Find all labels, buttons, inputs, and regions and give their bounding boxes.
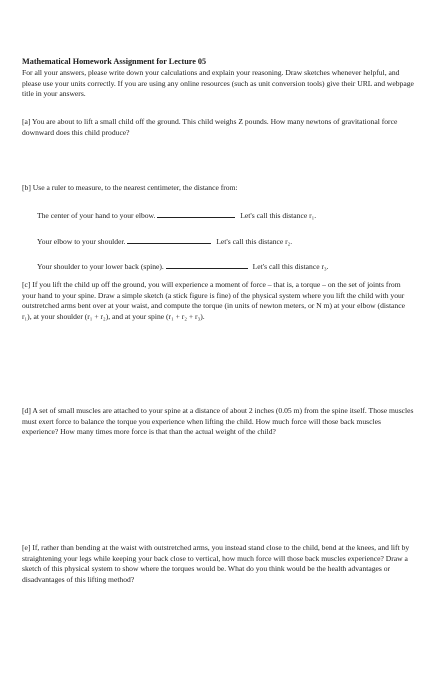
measurement-label: Your elbow to your shoulder. xyxy=(37,237,126,246)
question-a: [a] You are about to lift a small child off the ground. This child weighs Z pounds. How many newtons of gravitational force downward does this child produce? xyxy=(22,117,398,137)
answer-blank-r3[interactable] xyxy=(166,262,248,269)
distance-name: Let's call this distance r₁. xyxy=(240,211,317,220)
assignment-title: Mathematical Homework Assignment for Lecture 05 xyxy=(22,57,207,66)
question-c: [c] If you lift the child up off the ground, you will experience a moment of force – that is, a torque – on the set of joints from your hand to your spine. Draw a simple sketch (a stick figure is fine) of the physical system where you lift the child with your outstretched arms bent over at your waist, and compute the torque (in units of newton meters, or N m) at your elbow (distance r₁), at your shoulder (r₁ + r₂), and at your spine (r₁ + r₂ + r₃). xyxy=(22,280,405,321)
measurement-label: Your shoulder to your lower back (spine). xyxy=(37,262,164,271)
question-e: [e] If, rather than bending at the waist with outstretched arms, you instead stand close to the child, bend at the knees, and lift by straightening your legs while keeping your back close to vertical, how much force will those back muscles experience? Draw a sketch of this physical system to show where the torques would be. What do you think would be the health advantages or disadvantages of this lifting method? xyxy=(22,543,410,584)
measurement-row-hand-elbow xyxy=(37,211,316,221)
measurement-row-elbow-shoulder xyxy=(37,237,292,247)
measurement-row-shoulder-spine xyxy=(37,262,329,272)
question-b-prompt: [b] Use a ruler to measure, to the nearest centimeter, the distance from: xyxy=(22,183,238,192)
distance-name: Let's call this distance r₃. xyxy=(252,262,329,271)
question-d: [d] A set of small muscles are attached to your spine at a distance of about 2 inches (0.05 m) from the spine itself. Those muscles must exert force to balance the torque you experience when lifting the child. How much force will those back muscles experience? How many times more force is that than the actual weight of the child? xyxy=(22,406,414,436)
instructions-paragraph: For all your answers, please write down your calculations and explain your reasoning. Draw sketches whenever helpful, and please use your units correctly. If you are using any online resources (such as unit conversion tools) give their URL and webpage title in your answers. xyxy=(22,68,414,98)
measurement-label: The center of your hand to your elbow. xyxy=(37,211,156,220)
distance-name: Let's call this distance r₂. xyxy=(216,237,293,246)
answer-blank-r1[interactable] xyxy=(157,211,235,218)
answer-blank-r2[interactable] xyxy=(127,237,211,244)
